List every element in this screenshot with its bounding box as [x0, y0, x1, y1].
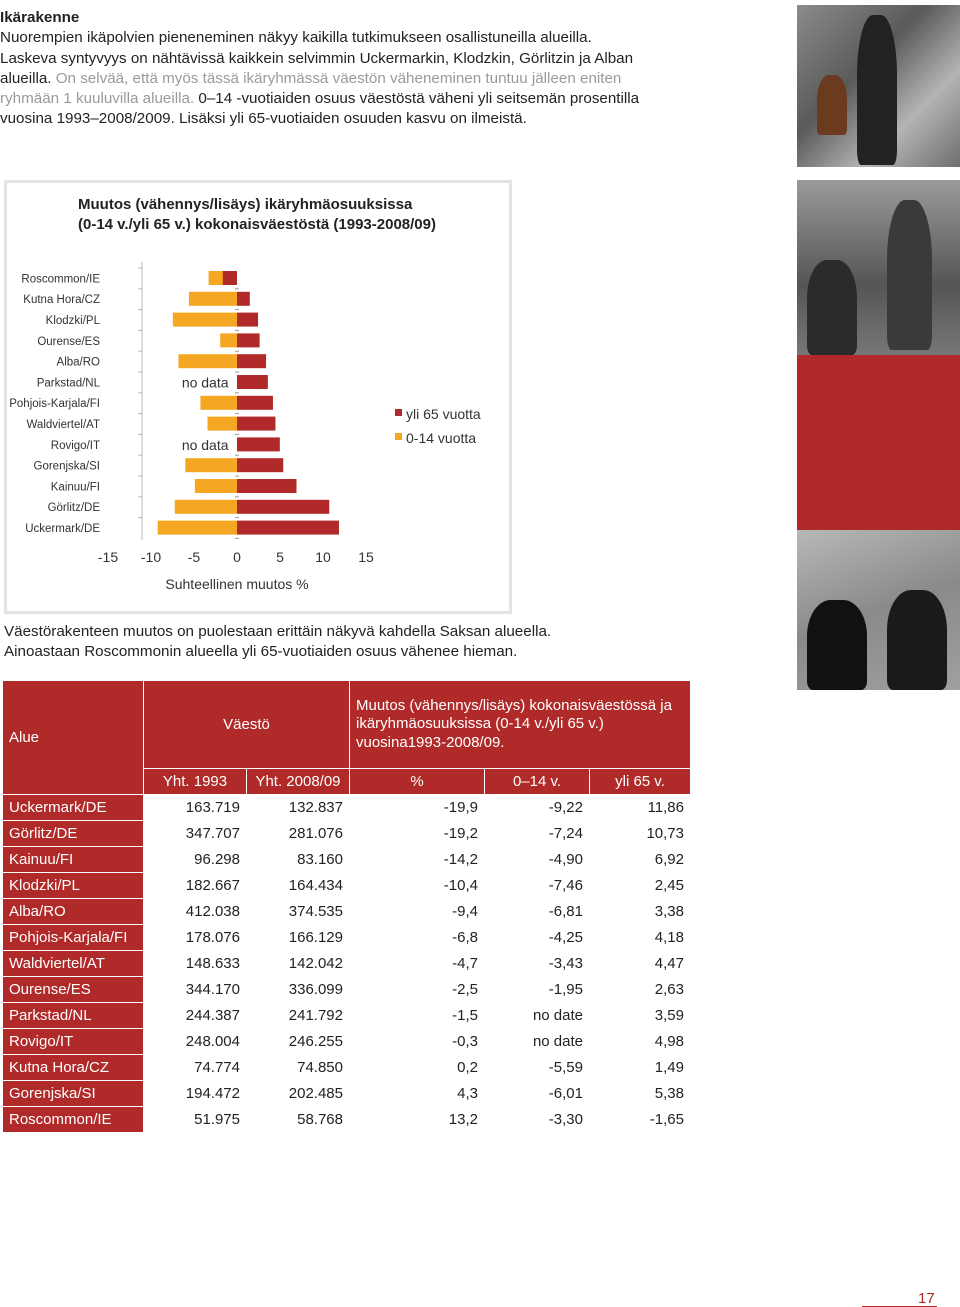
value-cell: 1,49: [590, 1055, 691, 1081]
value-cell: 2,45: [590, 873, 691, 899]
table-row: [3, 795, 691, 821]
category-label: Pohjois-Karjala/FI: [9, 398, 100, 411]
bar-0-14-9: [185, 458, 237, 472]
value-cell: 281.076: [247, 821, 350, 847]
value-cell: 178.076: [144, 925, 247, 951]
chart-title-line-1: Muutos (vähennys/lisäys) ikäryhmäosuuksissa: [78, 196, 413, 213]
value-cell: 142.042: [247, 951, 350, 977]
category-label: Gorenjska/SI: [33, 460, 100, 473]
bar-65-6: [237, 396, 273, 410]
value-cell: 4,47: [590, 951, 691, 977]
value-cell: -9,22: [485, 795, 590, 821]
value-cell: 11,86: [590, 795, 691, 821]
value-cell: 51.975: [144, 1107, 247, 1133]
page-number: 17: [918, 1290, 935, 1307]
value-cell: -4,90: [485, 847, 590, 873]
value-cell: 83.160: [247, 847, 350, 873]
region-cell: Rovigo/IT: [3, 1029, 144, 1055]
value-cell: -1,65: [590, 1107, 691, 1133]
value-cell: 246.255: [247, 1029, 350, 1055]
value-cell: 344.170: [144, 977, 247, 1003]
subheader-cell: 0–14 v.: [485, 769, 590, 795]
x-tick-label: 15: [358, 549, 374, 565]
value-cell: 74.850: [247, 1055, 350, 1081]
value-cell: 412.038: [144, 899, 247, 925]
region-cell: Kutna Hora/CZ: [3, 1055, 144, 1081]
x-tick-label: 10: [315, 549, 331, 565]
region-cell: Roscommon/IE: [3, 1107, 144, 1133]
value-cell: 5,38: [590, 1081, 691, 1107]
value-cell: -0,3: [350, 1029, 485, 1055]
population-change-chart: [0, 0, 960, 620]
region-cell: Uckermark/DE: [3, 795, 144, 821]
value-cell: 194.472: [144, 1081, 247, 1107]
legend-swatch-0: [395, 409, 402, 416]
table-row: [3, 821, 691, 847]
bar-65-5: [237, 375, 268, 389]
header-alue: Alue: [3, 681, 144, 795]
region-cell: Ourense/ES: [3, 977, 144, 1003]
value-cell: no date: [485, 1003, 590, 1029]
value-cell: 248.004: [144, 1029, 247, 1055]
value-cell: 148.633: [144, 951, 247, 977]
x-tick-label: 0: [233, 549, 241, 565]
value-cell: 2,63: [590, 977, 691, 1003]
value-cell: -9,4: [350, 899, 485, 925]
subheader-cell: Yht. 1993: [144, 769, 247, 795]
bar-0-14-4: [178, 354, 237, 368]
intro-paragraph-1: Nuorempien ikäpolvien pieneneminen näkyy kaikilla tutkimukseen osallistuneilla alueilla. Laskeva syntyvyys on nähtävissä kaikkein selvimmin Uckermarkin, Klodzkin, Görlitzin ja Alban alueilla.: [0, 29, 634, 87]
value-cell: 166.129: [247, 925, 350, 951]
region-cell: Pohjois-Karjala/FI: [3, 925, 144, 951]
value-cell: 0,2: [350, 1055, 485, 1081]
bar-0-14-3: [220, 333, 237, 347]
bar-65-10: [237, 479, 297, 493]
bar-65-7: [237, 417, 275, 431]
value-cell: 4,3: [350, 1081, 485, 1107]
subheader-cell: Yht. 2008/09: [247, 769, 350, 795]
category-label: Ourense/ES: [37, 335, 100, 348]
region-cell: Waldviertel/AT: [3, 951, 144, 977]
bar-65-3: [237, 333, 260, 347]
value-cell: 96.298: [144, 847, 247, 873]
bar-0-14-1: [189, 292, 237, 306]
category-label: Görlitz/DE: [47, 502, 100, 515]
table-row: [3, 1055, 691, 1081]
category-label: Waldviertel/AT: [26, 419, 100, 431]
region-cell: Alba/RO: [3, 899, 144, 925]
bar-0-14-11: [175, 500, 237, 514]
category-label: Parkstad/NL: [36, 377, 100, 390]
x-tick-label: -5: [187, 549, 201, 565]
table-row: [3, 899, 691, 925]
value-cell: -2,5: [350, 977, 485, 1003]
value-cell: no date: [485, 1029, 590, 1055]
region-cell: Parkstad/NL: [3, 1003, 144, 1029]
bar-0-14-12: [158, 521, 237, 535]
value-cell: -6,01: [485, 1081, 590, 1107]
intro-paragraph-3: 0–14 -vuotiaiden osuus väestöstä väheni yli seitsemän prosentilla vuosina 1993–2008/2009. Lisäksi yli 65-vuotiaiden osuuden kasvu on ilmeistä.: [0, 90, 640, 128]
chart-caption: Väestörakenteen muutos on puolestaan erittäin näkyvä kahdella Saksan alueella. Ainoastaan Roscommonin alueella yli 65-vuotiaiden osuus vähenee hieman.: [4, 623, 552, 660]
value-cell: 74.774: [144, 1055, 247, 1081]
value-cell: -1,95: [485, 977, 590, 1003]
bar-65-9: [237, 458, 283, 472]
value-cell: 10,73: [590, 821, 691, 847]
x-tick-label: -15: [97, 549, 119, 565]
table-row: [3, 1029, 691, 1055]
region-cell: Klodzki/PL: [3, 873, 144, 899]
value-cell: 241.792: [247, 1003, 350, 1029]
region-cell: Kainuu/FI: [3, 847, 144, 873]
value-cell: -7,46: [485, 873, 590, 899]
region-cell: Gorenjska/SI: [3, 1081, 144, 1107]
table-row: [3, 873, 691, 899]
value-cell: 132.837: [247, 795, 350, 821]
value-cell: -6,81: [485, 899, 590, 925]
value-cell: 6,92: [590, 847, 691, 873]
bar-65-8: [237, 437, 280, 451]
bar-0-14-2: [173, 313, 237, 327]
section-heading: Ikärakenne: [0, 9, 80, 26]
value-cell: -14,2: [350, 847, 485, 873]
value-cell: -5,59: [485, 1055, 590, 1081]
legend-label: 0-14 vuotta: [406, 430, 477, 446]
value-cell: -7,24: [485, 821, 590, 847]
value-cell: -10,4: [350, 873, 485, 899]
value-cell: 4,18: [590, 925, 691, 951]
table-row: [3, 977, 691, 1003]
table-row: [3, 1107, 691, 1133]
subheader-cell: yli 65 v.: [590, 769, 691, 795]
chart-title-line-2: (0-14 v./yli 65 v.) kokonaisväestöstä (1993-2008/09): [78, 216, 436, 233]
no-data-label: no data: [181, 436, 229, 453]
x-tick-label: 5: [276, 549, 284, 565]
category-label: Uckermark/DE: [25, 523, 100, 535]
category-label: Alba/RO: [56, 356, 100, 369]
value-cell: -19,2: [350, 821, 485, 847]
table-row: [3, 1003, 691, 1029]
value-cell: 336.099: [247, 977, 350, 1003]
bar-65-12: [237, 521, 339, 535]
category-label: Kainuu/FI: [50, 481, 100, 494]
header-muutos: Muutos (vähennys/lisäys) kokonaisväestössä ja ikäryhmäosuuksissa (0-14 v./yli 65 v.) vuosina1993-2008/09.: [350, 681, 691, 769]
bar-65-11: [237, 500, 329, 514]
category-label: Klodzki/PL: [45, 315, 100, 327]
no-data-label: no data: [181, 374, 229, 391]
value-cell: 164.434: [247, 873, 350, 899]
population-table: [2, 680, 691, 1133]
bar-65-1: [237, 292, 250, 306]
value-cell: -6,8: [350, 925, 485, 951]
subheader-cell: %: [350, 769, 485, 795]
value-cell: 4,98: [590, 1029, 691, 1055]
value-cell: 163.719: [144, 795, 247, 821]
bar-65-2: [237, 313, 258, 327]
value-cell: 202.485: [247, 1081, 350, 1107]
region-cell: Görlitz/DE: [3, 821, 144, 847]
x-axis-label: Suhteellinen muutos %: [165, 576, 309, 592]
bar-0-14-6: [200, 396, 237, 410]
value-cell: -3,30: [485, 1107, 590, 1133]
legend-swatch-1: [395, 433, 402, 440]
value-cell: 3,38: [590, 899, 691, 925]
intro-paragraph-2: On selvää, että myös tässä ikäryhmässä väestön väheneminen tuntuu jälleen eniten ryhmään 1 kuuluvilla alueilla.: [0, 69, 622, 108]
legend-label: yli 65 vuotta: [406, 406, 481, 422]
value-cell: 347.707: [144, 821, 247, 847]
table-row: [3, 951, 691, 977]
category-label: Rovigo/IT: [50, 439, 100, 452]
value-cell: -3,43: [485, 951, 590, 977]
value-cell: 13,2: [350, 1107, 485, 1133]
value-cell: 374.535: [247, 899, 350, 925]
table-row: [3, 1081, 691, 1107]
value-cell: 58.768: [247, 1107, 350, 1133]
category-label: Kutna Hora/CZ: [23, 294, 100, 307]
value-cell: -4,7: [350, 951, 485, 977]
header-vaesto: Väestö: [144, 681, 350, 769]
bar-0-14-7: [208, 417, 237, 431]
value-cell: -4,25: [485, 925, 590, 951]
bar-65-4: [237, 354, 266, 368]
value-cell: -19,9: [350, 795, 485, 821]
value-cell: 244.387: [144, 1003, 247, 1029]
category-label: Roscommon/IE: [21, 273, 100, 286]
value-cell: 182.667: [144, 873, 247, 899]
value-cell: 3,59: [590, 1003, 691, 1029]
x-tick-label: -10: [140, 549, 162, 565]
bar-0-14-10: [195, 479, 237, 493]
bar-65-0: [223, 271, 237, 285]
value-cell: -1,5: [350, 1003, 485, 1029]
table-row: [3, 925, 691, 951]
table-row: [3, 847, 691, 873]
